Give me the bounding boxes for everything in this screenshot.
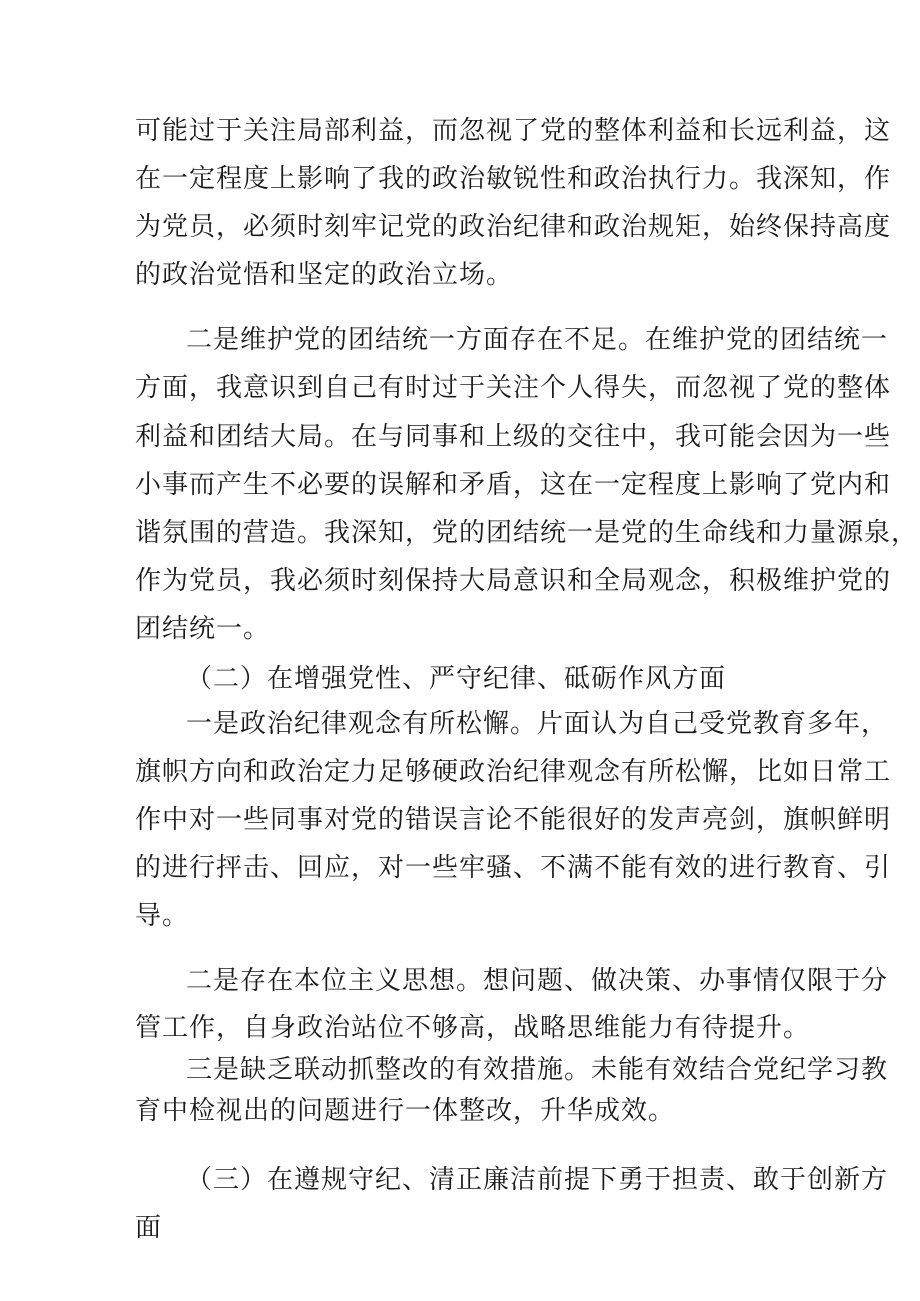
text-line: 旗帜方向和政治定力足够硬政治纪律观念有所松懈，比如日常工 — [135, 757, 892, 787]
text-line: 团结统一。 — [135, 614, 271, 644]
paragraph-first-line: 二是存在本位主义思想。想问题、做决策、办事情仅限于分 — [186, 966, 889, 996]
text-line: 的进行抨击、回应，对一些牢骚、不满不能有效的进行教育、引 — [135, 853, 892, 883]
text-line: 作为党员，我必须时刻保持大局意识和全局观念，积极维护党的 — [135, 566, 892, 596]
text-line: 在一定程度上影响了我的政治敏锐性和政治执行力。我深知，作 — [135, 164, 892, 194]
text-line: 小事而产生不必要的误解和矛盾，这在一定程度上影响了党内和 — [135, 470, 892, 500]
text-line: 为党员，必须时刻牢记党的政治纪律和政治规矩，始终保持高度 — [135, 212, 892, 242]
paragraph-first-line: 三是缺乏联动抓整改的有效措施。未能有效结合党纪学习教 — [186, 1055, 889, 1085]
text-line: 面 — [135, 1213, 163, 1243]
text-line: 的政治觉悟和坚定的政治立场。 — [135, 260, 514, 290]
text-line: 方面，我意识到自己有时过于关注个人得失，而忽视了党的整体 — [135, 373, 892, 403]
text-line: 育中检视出的问题进行一体整改，升华成效。 — [135, 1096, 676, 1126]
paragraph-first-line: 一是政治纪律观念有所松懈。片面认为自己受党教育多年， — [186, 709, 889, 739]
paragraph-first-line: 二是维护党的团结统一方面存在不足。在维护党的团结统一 — [186, 325, 889, 355]
text-line: 可能过于关注局部利益，而忽视了党的整体利益和长远利益，这 — [135, 116, 892, 146]
text-line: 作中对一些同事对党的错误言论不能很好的发声亮剑，旗帜鲜明 — [135, 805, 892, 835]
text-line: 谐氛围的营造。我深知，党的团结统一是党的生命线和力量源泉， — [135, 518, 919, 548]
text-line: 利益和团结大局。在与同事和上级的交往中，我可能会因为一些 — [135, 422, 892, 452]
section-heading: （三）在遵规守纪、清正廉洁前提下勇于担责、敢于创新方 — [186, 1165, 889, 1195]
text-line: 管工作，自身政治站位不够高，战略思维能力有待提升。 — [135, 1013, 811, 1043]
text-line: 导。 — [135, 901, 190, 931]
section-heading: （二）在增强党性、严守纪律、砥砺作风方面 — [186, 664, 727, 694]
